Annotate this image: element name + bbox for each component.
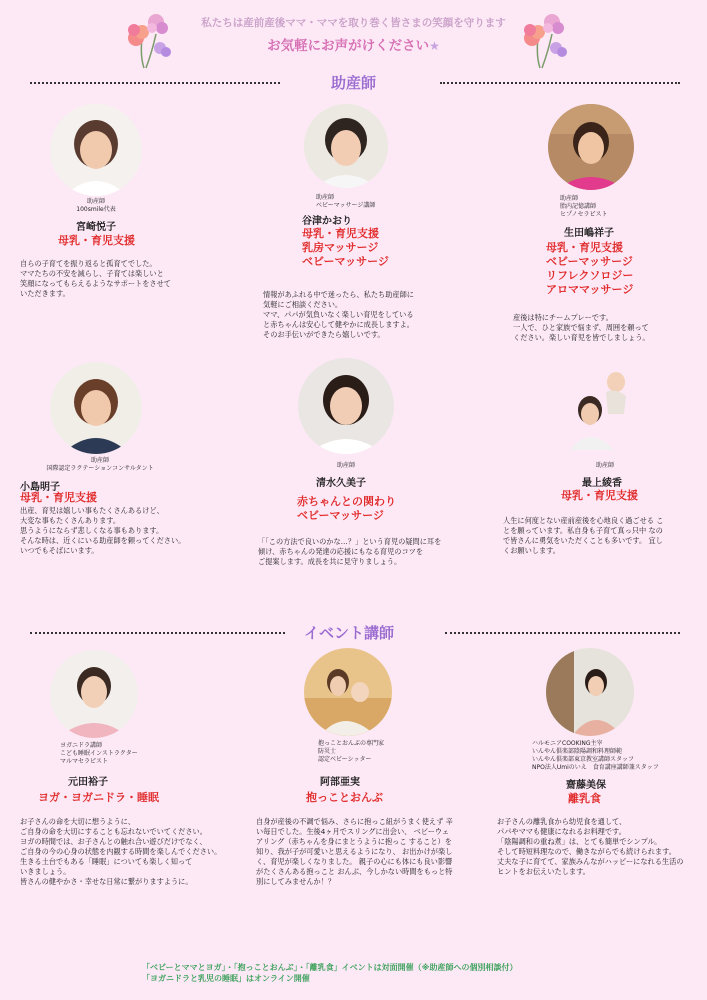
profile-name: 元田裕子 [68, 777, 108, 788]
profile-name: 齋藤美保 [566, 780, 606, 791]
profile-photo [546, 648, 634, 736]
specialty-list: 抱っことおんぶ [306, 791, 383, 804]
profile-description: 自らの子育てを振り返ると孤育てでした。 ママたちの不安を減らし、子育ては楽しいと 笑顔になってもらえるようなサポートをさせて いただきます。 [20, 259, 171, 298]
section-title-instructors: イベント講師 [303, 624, 394, 642]
specialty-list: 母乳・育児支援 ベビーマッサージ リフレクソロジー アロママッサージ [546, 241, 634, 296]
profile-description: 「「この方法で良いのかな…？」という育児の疑問に耳を 傾け、赤ちゃんの発達の応援にもなる育児のコツを ご提案します。成長を共に見守りましょう。 [258, 537, 442, 566]
section-divider-left [30, 632, 285, 634]
specialty-list: 母乳・育児支援 [20, 491, 97, 504]
role-label: 助産師 [595, 462, 614, 469]
profile-photo [304, 104, 388, 188]
header-cta-text: お気軽にお声がけください [267, 38, 430, 54]
profile-photo [50, 362, 142, 454]
profile-description: 自身が産後の不調で悩み、さらに抱っこ紐がうまく使えず 辛 い毎日でした。生後4ヶ月でスリングに出会い、 ベビーウェ アリング（赤ちゃんを身にまとうように抱っこ すること）を 知り、我が子が可愛いと思えるようになり、 お出かけが楽し く、育児が楽しくなりました。 親子の心にも体にも良い影響 がたくさんある抱っこと おんぶ、今しかない時間をもっと特 別にしてみませんか！？ [256, 817, 453, 886]
profile-name: 生田嶋祥子 [564, 228, 614, 239]
header-tagline: 私たちは産前産後ママ・ママを取り巻く皆さまの笑顔を守ります [201, 17, 506, 29]
profile-photo [50, 104, 142, 196]
profile-name: 谷津かおり [302, 216, 352, 227]
role-label: ヨガニドラ講師 こども睡眠インストラクター マルマセラピスト [60, 742, 138, 765]
specialty-list: ヨガ・ヨガニドラ・睡眠 [38, 791, 159, 804]
specialty-list: 赤ちゃんとの関わり ベビーマッサージ [297, 495, 396, 522]
profile-description: 産後は特にチームプレーです。 一人で、ひと家族で悩まず、周囲を頼って ください。楽しい育児を皆でしましょう。 [513, 313, 650, 342]
profile-description: 出産、育児は嬉しい事もたくさんあるけど、 大変な事もたくさんあります。 思うようにならず悲しくなる事もあります。 そんな時は、近くにいる助産師を頼ってください。 いつでもそばにいます。 [20, 506, 186, 555]
profile-name: 最上綾香 [582, 478, 622, 489]
profile-photo [548, 104, 634, 190]
profile-description: 情報があふれる中で迷ったら、私たち助産師に 気軽にご相談ください。 ママ、パパが気負いなく楽しい育児をしている と赤ちゃんは安心して健やかに成長しますよ。 そのお手伝いができたら嬉しいです。 [263, 290, 414, 339]
role-label: ハルモニアCOOKING主宰 いんやん倶楽部陰陽調和料理師範 いんやん倶楽部東京教室講師スタッフ NPO法人Umiのいえ 食育講座講師兼スタッフ [532, 740, 659, 771]
profile-description: 人生に何度とない産前産後を心地良く過ごせる こ とを願っています。私自身も子育て真っ只中 なの で皆さんに勇気をいただくことも多いです。 宜し くお願いします。 [503, 516, 664, 555]
role-label: 助産師 国際認定ラクテーションコンサルタント [46, 457, 154, 472]
footer-line-online: 「ヨガニドラと乳児の睡眠」はオンライン開催 [142, 974, 310, 983]
profile-photo [50, 650, 138, 738]
profile-photo [298, 358, 394, 454]
role-label: 助産師 [336, 462, 355, 469]
role-label: 助産師 胎内記憶講師 ヒプノセラピスト [560, 195, 608, 218]
role-label: 助産師 100smile代表 [76, 198, 116, 213]
section-divider-right [445, 632, 680, 634]
profile-description: お子さんの離乳食から幼児食を通して、 パパやママも健康になれるお料理です。 「陰陽調和の重ね煮」は、とても簡単でシンプル。 そして時短料理なので、働きながらでも続けられます。 丈夫な子に育てて、家族みんながハッピーになれる生活の ヒントをお伝えいたします。 [497, 817, 684, 876]
profile-photo [304, 648, 392, 736]
role-label: 助産師 ベビーマッサージ講師 [316, 194, 376, 209]
profile-name: 宮崎悦子 [76, 222, 116, 233]
profile-name: 小島明子 [20, 482, 60, 493]
profile-name: 清水久美子 [316, 478, 366, 489]
section-divider-right [440, 82, 680, 84]
specialty-list: 母乳・育児支援 [561, 489, 638, 502]
profile-photo [560, 366, 650, 450]
star-icon: ★ [429, 39, 440, 53]
section-title-midwives: 助産師 [330, 74, 376, 92]
footer-line-in-person: 「ベビーとママとヨガ」・「抱っことおんぶ」・「離乳食」イベントは対面開催（※助産師への個別相談付） [142, 963, 518, 972]
role-label: 抱っことおんぶの専門家 防災士 認定ベビーシッター [318, 740, 385, 763]
specialty-list: 母乳・育児支援 乳房マッサージ ベビーマッサージ [302, 227, 389, 268]
section-divider-left [30, 82, 280, 84]
profile-description: お子さんの命を大切に想うように、 ご自身の命を大切にすることも忘れないでいてください。 ヨガの時間では、お子さんとの触れ合い遊びだけでなく、 ご自身の今の心身の状態を内観する時間を楽しんでください。 生きる土台でもある「睡眠」についても楽しく知って いきましょう。 皆さんの健やかさ・幸せな日常に繋がりますように。 [20, 817, 222, 886]
specialty-list: 母乳・育児支援 [58, 234, 135, 247]
footer-note [142, 962, 662, 984]
profile-name: 阿部亜実 [320, 777, 360, 788]
specialty-list: 離乳食 [568, 792, 601, 805]
header-call-to-action [0, 34, 707, 54]
